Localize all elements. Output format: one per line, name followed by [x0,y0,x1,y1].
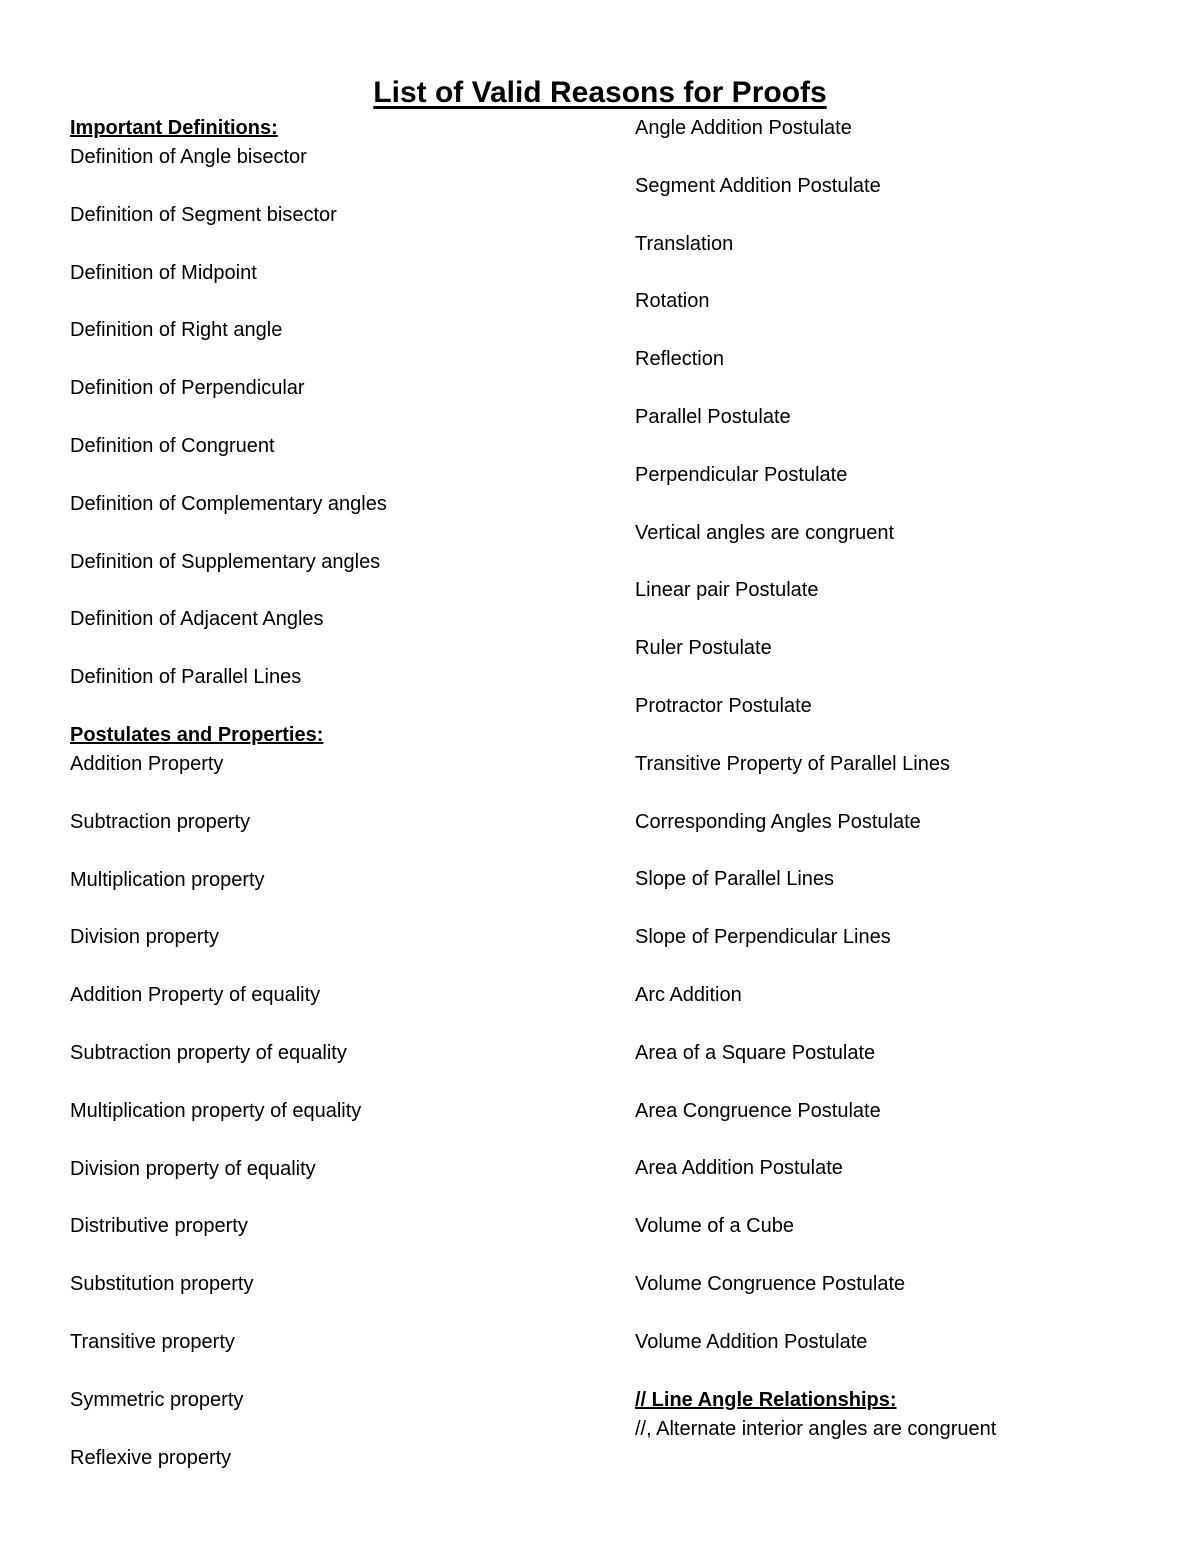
property-item: Transitive property [70,1330,235,1353]
postulate-item: Corresponding Angles Postulate [635,810,921,833]
postulate-item: Angle Addition Postulate [635,117,852,139]
postulate-item: Rotation [635,290,710,313]
postulate-item: Parallel Postulate [635,405,791,428]
property-item: Symmetric property [70,1388,244,1411]
postulate-item: Perpendicular Postulate [635,463,848,486]
postulate-item: Protractor Postulate [635,694,812,717]
definition-item: Definition of Midpoint [70,261,257,284]
postulate-item: Volume of a Cube [635,1215,794,1238]
line-angle-item: //, Alternate interior angles are congruent [635,1417,997,1440]
postulate-item: Volume Addition Postulate [635,1330,868,1353]
definition-item: Definition of Complementary angles [70,492,387,515]
definitions-heading: Important Definitions: [70,117,278,139]
property-item: Subtraction property of equality [70,1041,347,1064]
properties-heading: Postulates and Properties: [70,723,324,746]
postulate-item: Slope of Perpendicular Lines [635,926,891,949]
left-column [70,114,610,1473]
postulate-item: Segment Addition Postulate [635,174,881,197]
property-item: Addition Property [70,752,224,775]
definition-item: Definition of Supplementary angles [70,550,381,573]
postulate-item: Area Congruence Postulate [635,1099,881,1122]
property-item: Distributive property [70,1215,248,1238]
right-column [635,114,1175,1444]
definition-item: Definition of Right angle [70,319,283,342]
property-item: Reflexive property [70,1446,232,1469]
postulate-item: Area of a Square Postulate [635,1041,876,1064]
property-item: Addition Property of equality [70,984,321,1007]
definition-item: Definition of Parallel Lines [70,666,302,689]
postulate-item: Ruler Postulate [635,637,772,660]
postulate-item: Transitive Property of Parallel Lines [635,752,950,775]
postulate-item: Slope of Parallel Lines [635,868,835,891]
definition-item: Definition of Segment bisector [70,203,337,226]
property-item: Multiplication property of equality [70,1099,362,1122]
definition-item: Definition of Adjacent Angles [70,608,324,631]
postulate-item: Area Addition Postulate [635,1157,843,1180]
line-angle-heading: // Line Angle Relationships: [635,1388,897,1411]
postulate-item: Linear pair Postulate [635,579,819,602]
postulate-item: Volume Congruence Postulate [635,1272,906,1295]
property-item: Multiplication property [70,868,265,891]
definition-item: Definition of Perpendicular [70,377,305,400]
definition-item: Definition of Congruent [70,434,275,457]
postulate-item: Translation [635,232,734,255]
postulate-item: Reflection [635,348,724,371]
property-item: Substitution property [70,1273,254,1296]
definition-item: Definition of Angle bisector [70,146,307,168]
postulate-item: Vertical angles are congruent [635,521,895,544]
property-item: Subtraction property [70,810,251,833]
property-item: Division property of equality [70,1157,316,1180]
postulate-item: Arc Addition [635,983,742,1006]
page-title: List of Valid Reasons for Proofs [373,76,827,109]
property-item: Division property [70,926,219,949]
